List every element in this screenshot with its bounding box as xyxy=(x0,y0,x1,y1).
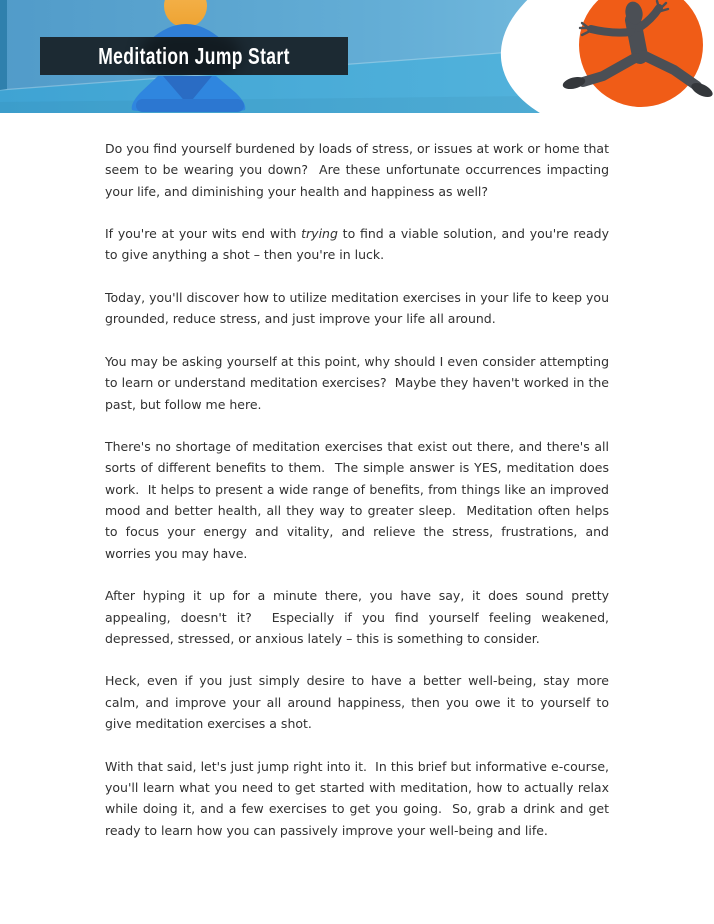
paragraph-1: Do you find yourself burdened by loads of stress, or issues at work or home that seem to be wearing you down? Are these unfortunate occurrences impacting your life, and diminishing your health and happiness as well? xyxy=(105,141,609,199)
paragraph-2-italic-word: trying xyxy=(301,226,338,242)
paragraph-8: With that said, let's just jump right into it. In this brief but informative e-course, you'll learn what you need to get started with meditation, how to actually relax while doing it, and a few exercises to get you going. So, grab a drink and get ready to learn how you can passively improve your well-being and life. xyxy=(105,758,609,838)
paragraph-6: After hyping it up for a minute there, you have say, it does sound pretty appealing, doesn't it? Especially if you find yourself feeling weakened, depressed, stressed, or anxious lately – this is something to consider. xyxy=(105,588,609,646)
jumping-person-logo-icon xyxy=(489,0,714,113)
paragraph-2-text: If you're at your wits end with xyxy=(105,226,302,242)
title-banner xyxy=(40,37,348,75)
left-edge-strip xyxy=(0,0,7,90)
paragraph-7: Heck, even if you just simply desire to have a better well-being, stay more calm, and improve your all around happiness, then you owe it to yourself to give meditation exercises a shot. xyxy=(105,673,609,732)
paragraph-2 xyxy=(105,223,609,266)
document-body xyxy=(0,113,714,841)
header-banner xyxy=(0,0,714,113)
paragraph-3: Today, you'll discover how to utilize meditation exercises in your life to keep you grounded, reduce stress, and just improve your life all around. xyxy=(105,290,609,327)
page-title: Meditation Jump Start xyxy=(98,42,290,69)
paragraph-2-text-end: to find a viable solution, and you're ready to give anything a shot – then you're in luck. xyxy=(105,226,609,263)
paragraph-5: There's no shortage of meditation exercises that exist out there, and there's all sorts of different benefits to them. The simple answer is YES, meditation does work. It helps to present a wide range of benefits, from things like an improved mood and better health, all they way to greater sleep. Meditation often helps to focus your energy and vitality, and relieve the stress, frustrations, and worries you may have. xyxy=(105,439,609,561)
paragraph-4: You may be asking yourself at this point, why should I even consider attempting to learn or understand meditation exercises? Maybe they haven't worked in the past, but follow me here. xyxy=(105,353,609,412)
